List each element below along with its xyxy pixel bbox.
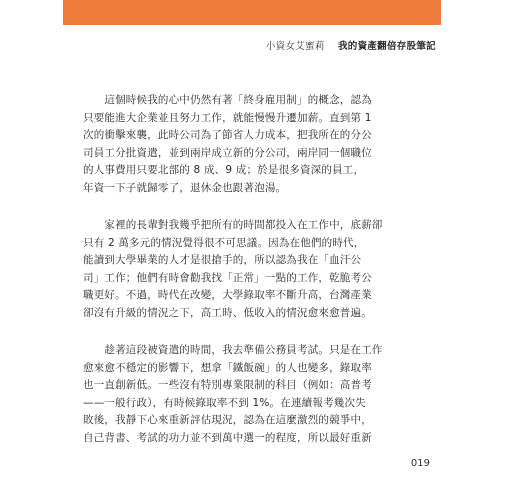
text-line: 愈來愈不穩定的影響下，想拿「鐵飯碗」的人也變多，錄取率 (83, 361, 372, 374)
header-color-band (63, 0, 441, 25)
paragraph (83, 342, 434, 447)
text-line: 能讀到大學畢業的人才是很搶手的，所以認為我在「血汗公 (83, 254, 362, 266)
text-line: 職更好。不過，時代在改變，大學錄取率不斷升高，台灣產業 (83, 289, 372, 301)
running-header (266, 38, 436, 52)
text-line: 的人事費用只要北部的 8 成、9 成；於是很多資深的員工， (83, 164, 365, 176)
text-line: 敗後，我靜下心來重新評估現況，認為在這麼激烈的競爭中， (83, 414, 372, 426)
body-text (83, 92, 434, 467)
text-line: 家裡的長輩對我幾乎把所有的時間都投入在工作中，底薪卻 (83, 219, 383, 231)
text-line: 也一直創新低。一些沒有特別專業限制的科目（例如：高普考 (83, 379, 372, 391)
paragraph (83, 92, 434, 197)
text-line: 自己背書、考試的功力並不到萬中選一的程度，所以最好重新 (83, 431, 372, 444)
text-line: 次的衝擊來襲，此時公司為了節省人力成本，把我所在的分公 (83, 129, 372, 141)
text-line: 司員工分批資遣，並到兩岸成立新的分公司，兩岸同一個職位 (83, 146, 372, 159)
author-name: 小資女艾蜜莉 (265, 41, 325, 52)
page-number: 019 (410, 458, 430, 469)
text-line: 這個時候我的心中仍然有著「終身雇用制」的概念，認為 (83, 94, 372, 106)
text-line: 只有 2 萬多元的情況覺得很不可思議。因為在他們的時代， (83, 236, 365, 249)
text-line: 年資一下子就歸零了，退休金也跟著泡湯。 (83, 181, 287, 194)
text-line: 只要能進大企業並且努力工作，就能慢慢升遷加薪。直到第 1 (83, 111, 372, 124)
paragraph (83, 217, 434, 322)
book-title: 我的資產翻倍存股筆記 (337, 41, 436, 52)
text-line: 司」工作；他們有時會勸我找「正常」一點的工作，乾脆考公 (83, 271, 372, 284)
text-line: 趁著這段被資遣的時間，我去準備公務員考試。只是在工作 (83, 344, 383, 356)
text-line: ——一般行政），有時候錄取率不到 1%。在連續報考幾次失 (83, 396, 366, 409)
text-line: 卻沒有升級的情況之下，高工時、低收入的情況愈來愈普遍。 (83, 306, 372, 319)
